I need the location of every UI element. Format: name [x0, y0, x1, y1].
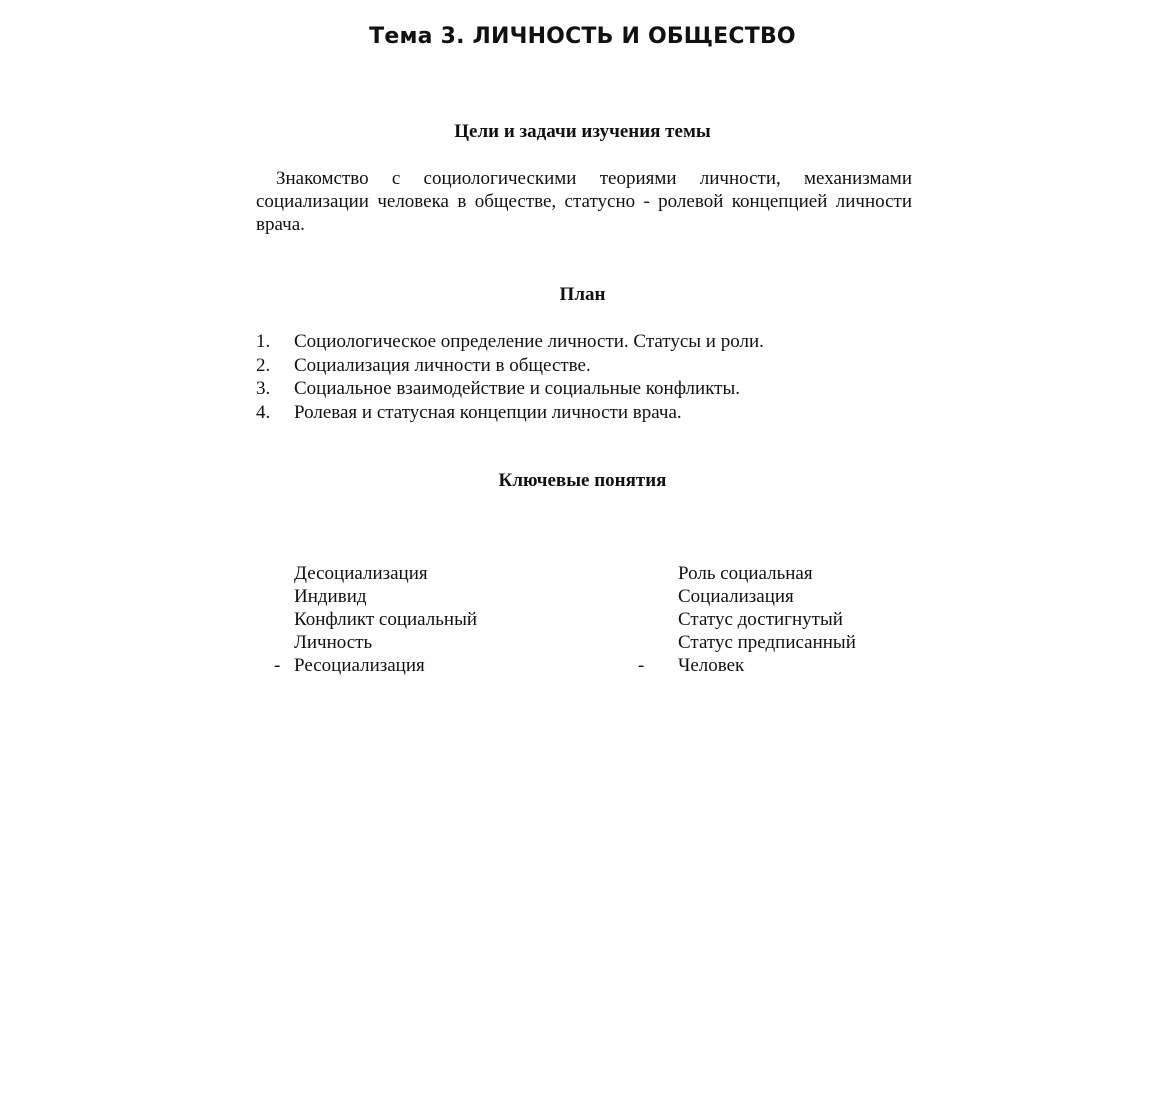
plan-item — [256, 377, 896, 401]
concept-item-last — [274, 654, 594, 677]
goals-heading: Цели и задачи изучения темы — [454, 121, 711, 142]
plan-item-number: 4. — [256, 401, 271, 423]
concepts-list-left — [274, 562, 594, 677]
concept-item-text: Человек — [678, 655, 745, 676]
concept-item-last — [638, 654, 978, 677]
plan-item-text: Социальное взаимодействие и социальные конфликты. — [294, 378, 740, 399]
plan-item-text: Социологическое определение личности. Статусы и роли. — [294, 331, 764, 352]
concept-item: Роль социальная — [678, 563, 813, 584]
concept-item: Индивид — [294, 586, 367, 607]
page-title: Тема 3. ЛИЧНОСТЬ И ОБЩЕСТВО — [369, 24, 796, 49]
concept-item: Социализация — [678, 586, 794, 607]
plan-item-text: Ролевая и статусная концепции личности врача. — [294, 401, 682, 423]
plan-item-number: 1. — [256, 331, 271, 352]
goals-paragraph: Знакомство с социологическими теориями личности, механизмами социализации человека в обществе, статусно - ролевой концепцией личности врача. — [256, 168, 912, 235]
concept-item: Статус предписанный — [678, 632, 856, 653]
concept-item: Десоциализация — [294, 563, 428, 584]
dash-mark: - — [638, 655, 645, 676]
concepts-list-right — [638, 562, 978, 677]
concept-item: Конфликт социальный — [294, 609, 478, 630]
plan-heading: План — [559, 284, 606, 305]
plan-item-number: 3. — [256, 378, 271, 399]
concept-item: Статус достигнутый — [678, 609, 843, 630]
concept-item-text: Ресоциализация — [294, 655, 425, 676]
concept-item: Личность — [294, 632, 373, 653]
concepts-heading: Ключевые понятия — [498, 470, 667, 491]
plan-item-number: 2. — [256, 354, 271, 376]
plan-item — [256, 401, 896, 425]
plan-item-text: Социализация личности в обществе. — [294, 354, 591, 376]
dash-mark: - — [274, 655, 281, 676]
plan-item — [256, 354, 896, 378]
plan-item — [256, 330, 896, 354]
plan-list — [256, 330, 896, 424]
